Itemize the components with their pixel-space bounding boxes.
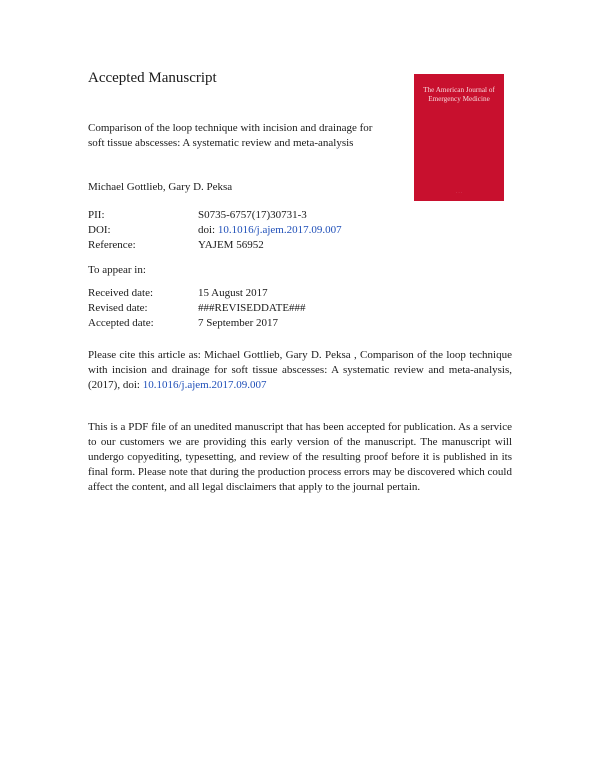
journal-cover-title: The American Journal of Emergency Medicine <box>423 86 495 103</box>
meta-label: PII: <box>88 209 105 221</box>
date-value: 7 September 2017 <box>198 317 279 329</box>
date-value: ###REVISEDDATE### <box>198 302 306 314</box>
citation-paragraph <box>88 348 512 393</box>
date-label: Received date: <box>88 287 154 299</box>
meta-value: YAJEM 56952 <box>198 239 264 251</box>
appear-label: To appear in: <box>88 264 146 276</box>
journal-cover-footer: · · · <box>456 190 462 195</box>
article-title <box>88 121 408 151</box>
meta-label: DOI: <box>88 224 111 236</box>
disclaimer-paragraph: This is a PDF file of an unedited manuscript that has been accepted for publication. As a service to our customers we are providing this early version of the manuscript. The manuscript will undergo copyediting, typesetting, and review of the resulting proof before it is published in its final form. Please note that during the production process errors may be discovered which could affect the content, and all legal disclaimers that apply to the journal pertain. <box>88 421 512 493</box>
date-label: Revised date: <box>88 302 148 314</box>
article-title-line: Comparison of the loop technique with incision and drainage for <box>88 122 373 134</box>
article-title-line: soft tissue abscesses: A systematic review and meta-analysis <box>88 137 354 149</box>
meta-label: Reference: <box>88 239 136 251</box>
citation-doi-link[interactable]: 10.1016/j.ajem.2017.09.007 <box>142 379 267 391</box>
doi-prefix: doi: <box>198 224 218 236</box>
page-heading: Accepted Manuscript <box>88 70 217 86</box>
doi-link[interactable]: 10.1016/j.ajem.2017.09.007 <box>217 224 342 236</box>
meta-value <box>198 223 342 237</box>
citation-text: Please cite this article as: Michael Gottlieb, Gary D. Peksa , Comparison of the loop technique with incision and drainage for soft tissue abscesses: A systematic review and meta-analysis, (2017), doi: <box>88 349 512 391</box>
meta-value: S0735-6757(17)30731-3 <box>198 209 307 221</box>
authors: Michael Gottlieb, Gary D. Peksa <box>88 181 233 193</box>
date-label: Accepted date: <box>88 317 154 329</box>
date-value: 15 August 2017 <box>198 287 268 299</box>
journal-cover-image <box>414 74 504 201</box>
